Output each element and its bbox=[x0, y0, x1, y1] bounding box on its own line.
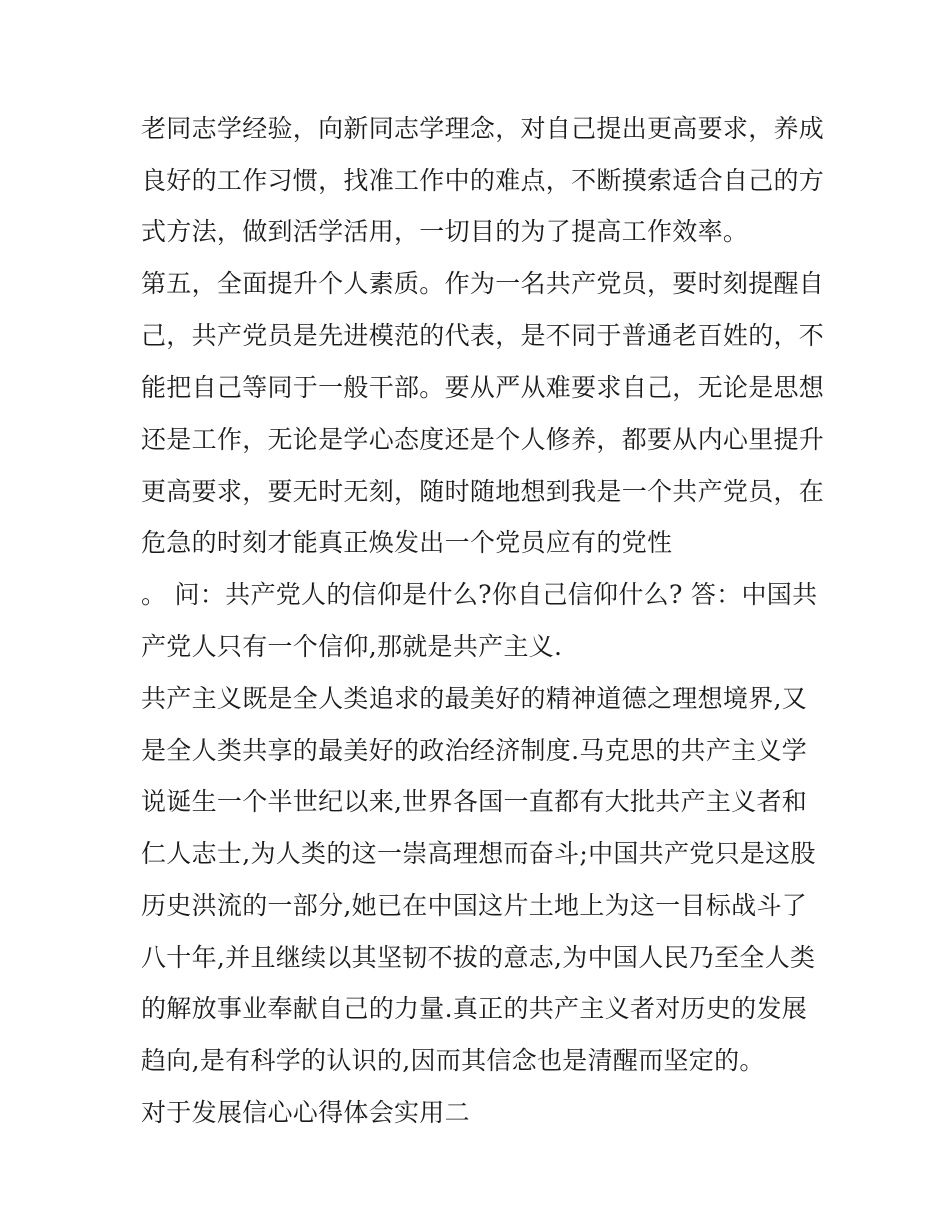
text-line: 式方法，做到活学活用，一切目的为了提高工作效率。 bbox=[141, 217, 749, 246]
text-line: 仁人志士,为人类的这一崇高理想而奋斗;中国共产党只是这股 bbox=[141, 839, 816, 868]
text-line: 八十年,并且继续以其坚韧不拔的意志,为中国人民乃至全人类 bbox=[141, 943, 816, 972]
text-line: 产党人只有一个信仰,那就是共产主义. bbox=[141, 632, 563, 661]
text-line: 老同志学经验，向新同志学理念，对自己提出更高要求，养成 bbox=[141, 114, 825, 143]
text-line: 第五，全面提升个人素质。作为一名共产党员，要时刻提醒自 bbox=[141, 269, 825, 298]
text-line: 良好的工作习惯，找准工作中的难点，不断摸索适合自己的方 bbox=[141, 166, 825, 195]
text-line: 危急的时刻才能真正焕发出一个党员应有的党性 bbox=[141, 528, 673, 557]
text-line: 还是工作，无论是学心态度还是个人修养，都要从内心里提升 bbox=[141, 425, 825, 454]
text-line: 的解放事业奉献自己的力量.真正的共产主义者对历史的发展 bbox=[141, 994, 808, 1023]
text-line: 趋向,是有科学的认识的,因而其信念也是清醒而坚定的。 bbox=[141, 1046, 765, 1075]
text-line: 说诞生一个半世纪以来,世界各国一直都有大批共产主义者和 bbox=[141, 787, 808, 816]
section-heading: 对于发展信心心得体会实用二 bbox=[141, 1098, 470, 1127]
text-line: 。 问：共产党人的信仰是什么?你自己信仰什么? 答：中国共 bbox=[141, 580, 818, 609]
text-line: 更高要求，要无时无刻，随时随地想到我是一个共产党员，在 bbox=[141, 477, 825, 506]
text-line: 能把自己等同于一般干部。要从严从难要求自己，无论是思想 bbox=[141, 373, 825, 402]
text-line: 历史洪流的一部分,她已在中国这片土地上为这一目标战斗了 bbox=[141, 891, 808, 920]
text-line: 己，共产党员是先进模范的代表，是不同于普通老百姓的，不 bbox=[141, 321, 825, 350]
text-line: 是全人类共享的最美好的政治经济制度.马克思的共产主义学 bbox=[141, 736, 808, 765]
text-line: 共产主义既是全人类追求的最美好的精神道德之理想境界,又 bbox=[141, 684, 808, 713]
